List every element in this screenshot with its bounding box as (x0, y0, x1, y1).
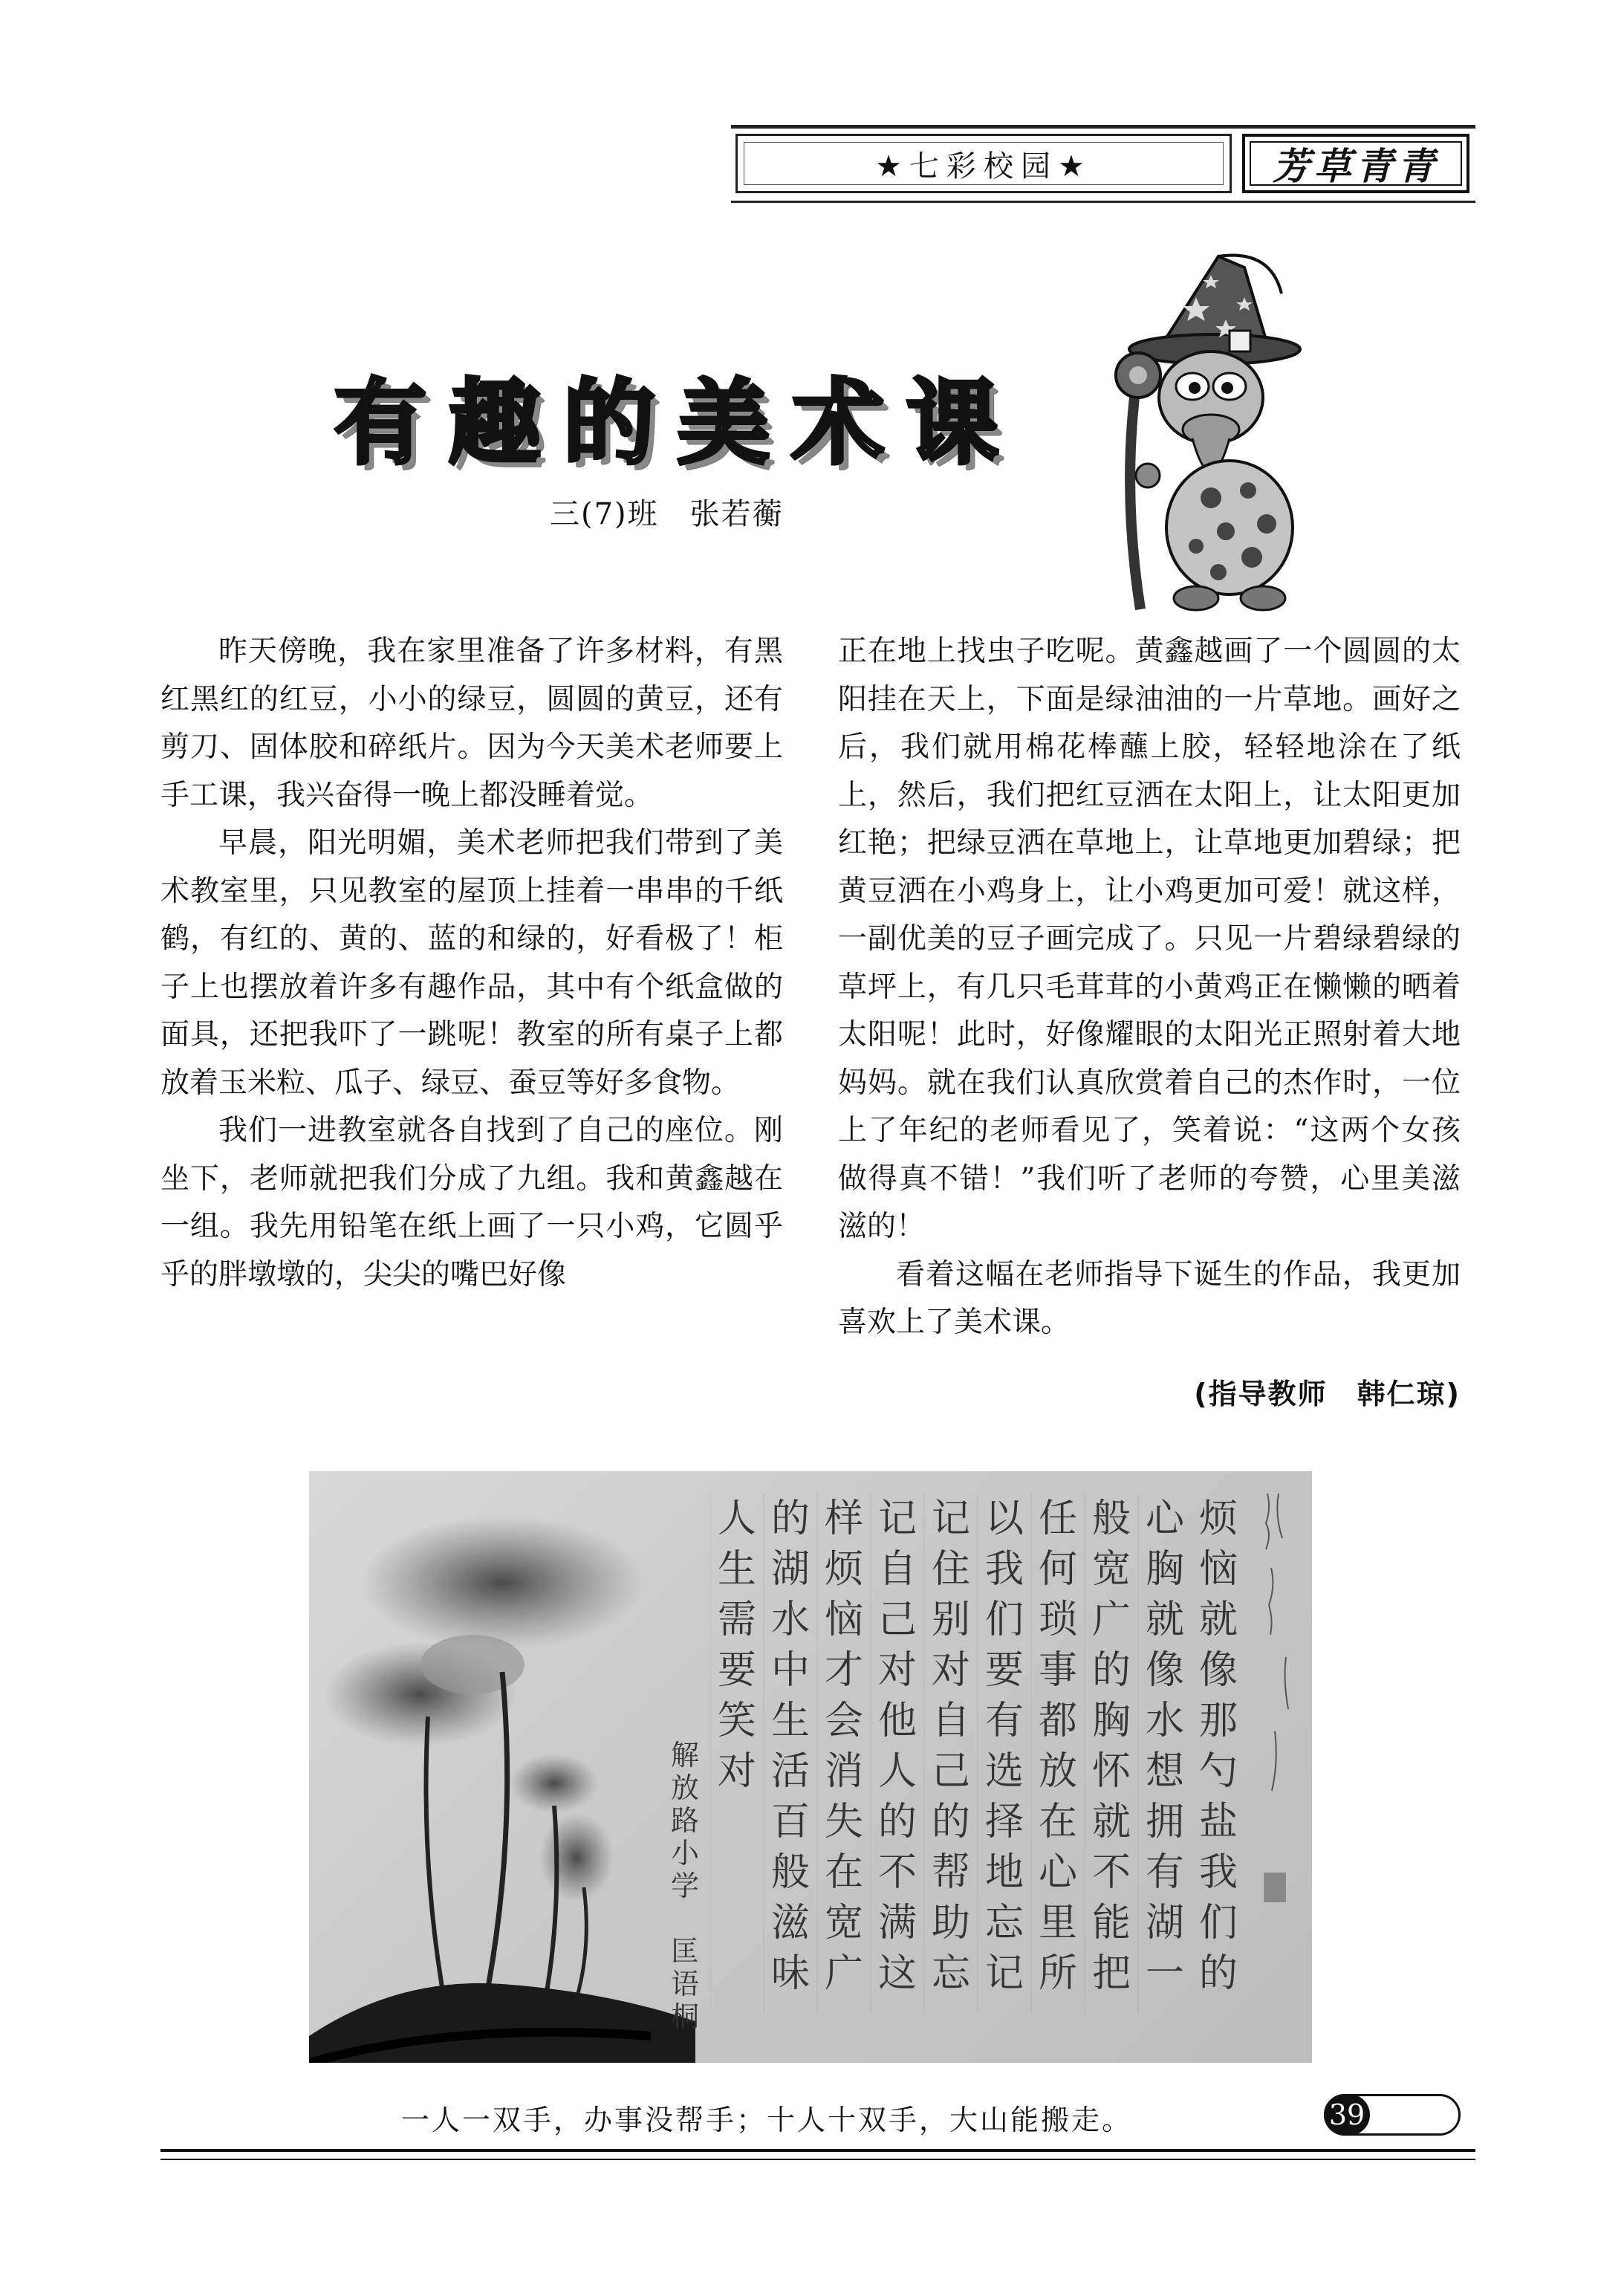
calligraphy-character: 笑 (717, 1699, 756, 1743)
calligraphy-character: 想 (1145, 1749, 1184, 1794)
calligraphy-character: 们 (984, 1598, 1024, 1642)
calligraphy-character: 帮 (931, 1850, 970, 1895)
calligraphy-character: 别 (931, 1598, 970, 1642)
calligraphy-character: 盐 (1198, 1800, 1238, 1844)
footer-rule-thin (160, 2159, 1475, 2160)
calligraphy-character: 心 (1145, 1497, 1184, 1541)
calligraphy-text (710, 1494, 1245, 2029)
calligraphy-column (978, 1494, 1031, 2029)
calligraphy-character: 我 (1198, 1850, 1238, 1895)
calligraphy-character: 人 (717, 1497, 756, 1541)
calligraphy-character: 不 (877, 1850, 917, 1895)
calligraphy-character: 拥 (1145, 1800, 1184, 1844)
signature-character: 语 (670, 1968, 699, 2000)
article-paragraph: 我们一进教室就各自找到了自己的座位。刚坐下，老师就把我们分成了九组。我和黄鑫越在一组。我先用铅笔在纸上画了一只小鸡，它圆乎乎的胖墩墩的，尖尖的嘴巴好像 (160, 1114, 783, 1291)
calligraphy-character: 水 (770, 1598, 810, 1642)
calligraphy-character: 失 (824, 1800, 863, 1844)
calligraphy-character: 任 (1038, 1497, 1077, 1541)
calligraphy-character: 己 (877, 1598, 917, 1642)
magazine-brand: 芳草青青 (1273, 144, 1439, 188)
calligraphy-character: 一 (1145, 1951, 1184, 1996)
calligraphy-character: 湖 (1145, 1901, 1184, 1945)
magazine-brand-box (1242, 134, 1469, 193)
calligraphy-column (817, 1494, 871, 2029)
calligraphy-character: 消 (824, 1749, 863, 1794)
calligraphy-character: 样 (824, 1497, 863, 1541)
header-rule-top (731, 125, 1475, 129)
calligraphy-character: 以 (984, 1497, 1024, 1541)
calligraphy-column (1192, 1494, 1245, 2029)
calligraphy-character: 湖 (770, 1547, 810, 1592)
calligraphy-character: 的 (931, 1800, 970, 1844)
calligraphy-character: 勺 (1198, 1749, 1238, 1794)
article-byline: 三(7)班 张若蘅 (550, 497, 784, 531)
calligraphy-character: 百 (770, 1800, 810, 1844)
calligraphy-character: 的 (877, 1800, 917, 1844)
section-label-box (735, 134, 1232, 193)
calligraphy-character: 心 (1038, 1850, 1077, 1895)
signature-character: 匡 (670, 1935, 699, 1968)
calligraphy-character: 的 (1091, 1648, 1131, 1693)
calligraphy-column (764, 1494, 817, 2029)
calligraphy-character: 中 (770, 1648, 810, 1693)
calligraphy-character: 把 (1091, 1951, 1131, 1996)
calligraphy-character: 般 (770, 1850, 810, 1895)
calligraphy-character: 不 (1091, 1850, 1131, 1895)
header-rule-bottom (731, 201, 1475, 203)
calligraphy-character: 像 (1145, 1648, 1184, 1693)
calligraphy-character: 自 (931, 1699, 970, 1743)
calligraphy-column (924, 1494, 978, 2029)
calligraphy-character: 里 (1038, 1901, 1077, 1945)
calligraphy-character: 都 (1038, 1699, 1077, 1743)
calligraphy-character: 的 (1198, 1951, 1238, 1996)
calligraphy-character: 会 (824, 1699, 863, 1743)
page-number: 39 (1324, 2094, 1370, 2136)
calligraphy-character: 满 (877, 1901, 917, 1945)
section-label: ★七彩校园★ (875, 149, 1092, 184)
calligraphy-character: 琐 (1038, 1598, 1077, 1642)
calligraphy-character: 胸 (1091, 1699, 1131, 1743)
calligraphy-character: 己 (931, 1749, 970, 1794)
calligraphy-character: 要 (717, 1648, 756, 1693)
calligraphy-character: 对 (877, 1648, 917, 1693)
article-body-right-column (838, 628, 1461, 1347)
signature-character: 放 (670, 1772, 699, 1804)
calligraphy-character: 地 (984, 1850, 1024, 1895)
calligraphy-character: 对 (717, 1749, 756, 1794)
calligraphy-character: 需 (717, 1598, 756, 1642)
calligraphy-artwork-photo (309, 1471, 1312, 2063)
calligraphy-character: 能 (1091, 1901, 1131, 1945)
calligraphy-character: 恼 (1198, 1547, 1238, 1592)
article-title: 有趣的美术课 (334, 370, 1022, 477)
calligraphy-character: 就 (1198, 1598, 1238, 1642)
calligraphy-column (1138, 1494, 1192, 2029)
calligraphy-character: 择 (984, 1800, 1024, 1844)
calligraphy-character: 有 (1145, 1850, 1184, 1895)
calligraphy-character: 怀 (1091, 1749, 1131, 1794)
article-body-left-column (160, 628, 783, 1299)
calligraphy-character: 生 (717, 1547, 756, 1592)
signature-character: 桐 (670, 2000, 699, 2033)
calligraphy-character: 宽 (1091, 1547, 1131, 1592)
calligraphy-column (1031, 1494, 1085, 2029)
calligraphy-character: 味 (770, 1951, 810, 1996)
calligraphy-character: 忘 (984, 1901, 1024, 1945)
calligraphy-character: 就 (1145, 1598, 1184, 1642)
calligraphy-character: 广 (1091, 1598, 1131, 1642)
calligraphy-character: 烦 (824, 1547, 863, 1592)
signature-character: 解 (670, 1739, 699, 1772)
calligraphy-character: 宽 (824, 1901, 863, 1945)
calligraphy-character: 们 (1198, 1901, 1238, 1945)
calligraphy-character: 广 (824, 1951, 863, 1996)
calligraphy-character: 所 (1038, 1951, 1077, 1996)
calligraphy-character: 般 (1091, 1497, 1131, 1541)
guiding-teacher-credit: (指导教师 韩仁琼) (1194, 1378, 1461, 1410)
signature-character: 小 (670, 1837, 699, 1870)
article-paragraph-continued: 正在地上找虫子吃呢。黄鑫越画了一个圆圆的太阳挂在天上，下面是绿油油的一片草地。画好之后，我们就用棉花棒蘸上胶，轻轻地涂在了纸上，然后，我们把红豆洒在太阳上，让太阳更加红艳；把绿豆洒在草地上，让草地更加碧绿；把黄豆洒在小鸡身上，让小鸡更加可爱！就这样，一副优美的豆子画完成了。只见一片碧绿碧绿的草坪上，有几只毛茸茸的小黄鸡正在懒懒的晒着太阳呢！此时，好像耀眼的太阳光正照射着大地妈妈。就在我们认真欣赏着自己的杰作时，一位上了年纪的老师看见了，笑着说：“这两个女孩做得真不错！”我们听了老师的夸赞，心里美滋滋的！ (838, 635, 1461, 1243)
calligraphy-character: 记 (931, 1497, 970, 1541)
calligraphy-character: 像 (1198, 1648, 1238, 1693)
calligraphy-character: 事 (1038, 1648, 1077, 1693)
calligraphy-character: 在 (1038, 1800, 1077, 1844)
calligraphy-character: 在 (824, 1850, 863, 1895)
calligraphy-character: 选 (984, 1749, 1024, 1794)
footer-rule-thick (160, 2149, 1475, 2152)
calligraphy-character: 助 (931, 1901, 970, 1945)
calligraphy-character: 恼 (824, 1598, 863, 1642)
page-number-tab (1324, 2094, 1461, 2136)
calligraphy-character: 生 (770, 1699, 810, 1743)
calligraphy-character: 要 (984, 1648, 1024, 1693)
calligraphy-signature (663, 1739, 707, 2033)
calligraphy-character: 住 (931, 1547, 970, 1592)
calligraphy-character: 才 (824, 1648, 863, 1693)
calligraphy-character: 何 (1038, 1547, 1077, 1592)
signature-character: 路 (670, 1804, 699, 1837)
calligraphy-column (1085, 1494, 1138, 2029)
calligraphy-character: 活 (770, 1749, 810, 1794)
calligraphy-column (710, 1494, 764, 2029)
footer-proverb: 一人一双手，办事没帮手；十人十双手，大山能搬走。 (401, 2104, 1133, 2136)
calligraphy-character: 滋 (770, 1901, 810, 1945)
signature-character: 学 (670, 1870, 699, 1902)
calligraphy-character: 放 (1038, 1749, 1077, 1794)
wizard-giraffe-illustration (1107, 253, 1330, 624)
calligraphy-character: 的 (770, 1497, 810, 1541)
calligraphy-character: 我 (984, 1547, 1024, 1592)
calligraphy-character: 记 (877, 1497, 917, 1541)
article-paragraph: 早晨，阳光明媚，美术老师把我们带到了美术教室里，只见教室的屋顶上挂着一串串的千纸鹤，有红的、黄的、蓝的和绿的，好看极了！柜子上也摆放着许多有趣作品，其中有个纸盒做的面具，还把我吓了一跳呢！教室的所有桌子上都放着玉米粒、瓜子、绿豆、蚕豆等好多食物。 (160, 826, 783, 1100)
calligraphy-character: 自 (877, 1547, 917, 1592)
calligraphy-character: 这 (877, 1951, 917, 1996)
article-paragraph: 看着这幅在老师指导下诞生的作品，我更加喜欢上了美术课。 (838, 1257, 1461, 1339)
calligraphy-character: 记 (984, 1951, 1024, 1996)
calligraphy-character: 忘 (931, 1951, 970, 1996)
calligraphy-character: 就 (1091, 1800, 1131, 1844)
calligraphy-character: 烦 (1198, 1497, 1238, 1541)
calligraphy-character: 那 (1198, 1699, 1238, 1743)
calligraphy-character: 他 (877, 1699, 917, 1743)
seal-inscription (1253, 1486, 1305, 2006)
article-paragraph: 昨天傍晚，我在家里准备了许多材料，有黑红黑红的红豆，小小的绿豆，圆圆的黄豆，还有剪刀、固体胶和碎纸片。因为今天美术老师要上手工课，我兴奋得一晚上都没睡着觉。 (160, 635, 783, 812)
calligraphy-character: 对 (931, 1648, 970, 1693)
calligraphy-character: 胸 (1145, 1547, 1184, 1592)
calligraphy-character: 水 (1145, 1699, 1184, 1743)
calligraphy-character: 有 (984, 1699, 1024, 1743)
signature-character (671, 1902, 699, 1935)
calligraphy-column (871, 1494, 924, 2029)
calligraphy-character: 人 (877, 1749, 917, 1794)
